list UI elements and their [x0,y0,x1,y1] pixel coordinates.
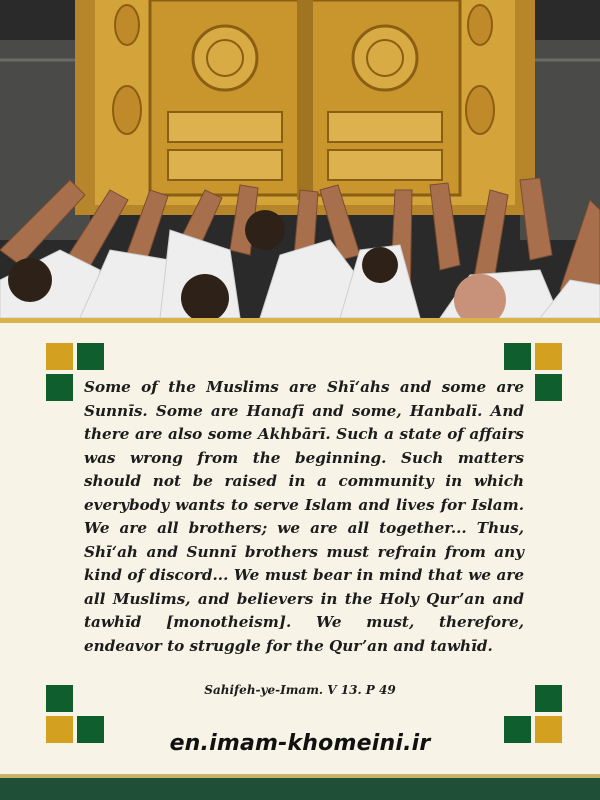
quote-panel [0,323,600,778]
website-link[interactable]: en.imam-khomeini.ir [169,731,431,756]
kaaba-door-photo [0,0,600,318]
quote-text: Some of the Muslims are Shī‘ahs and some are Sunnīs. Some are Hanafī and some, Hanbalī. And there are also some Akhbārī. Such a state of affairs was wrong from the beginning. Such matters should not be raised in a community in which everybody wants to serve Islam and lives for Islam. We are all brothers; we are all together... Thus, Shī‘ah and Sunnī brothers must refrain from any kind of discord... We must bear in mind that we are all Muslims, and believers in the Holy Qur’an and tawhīd [monotheism]. We must, therefore, endeavor to struggle for the Qur’an and tawhīd. [84,378,524,655]
footer-bar [0,778,600,800]
quote-source: Sahifeh-ye-Imam. V 13. P 49 [204,683,396,697]
